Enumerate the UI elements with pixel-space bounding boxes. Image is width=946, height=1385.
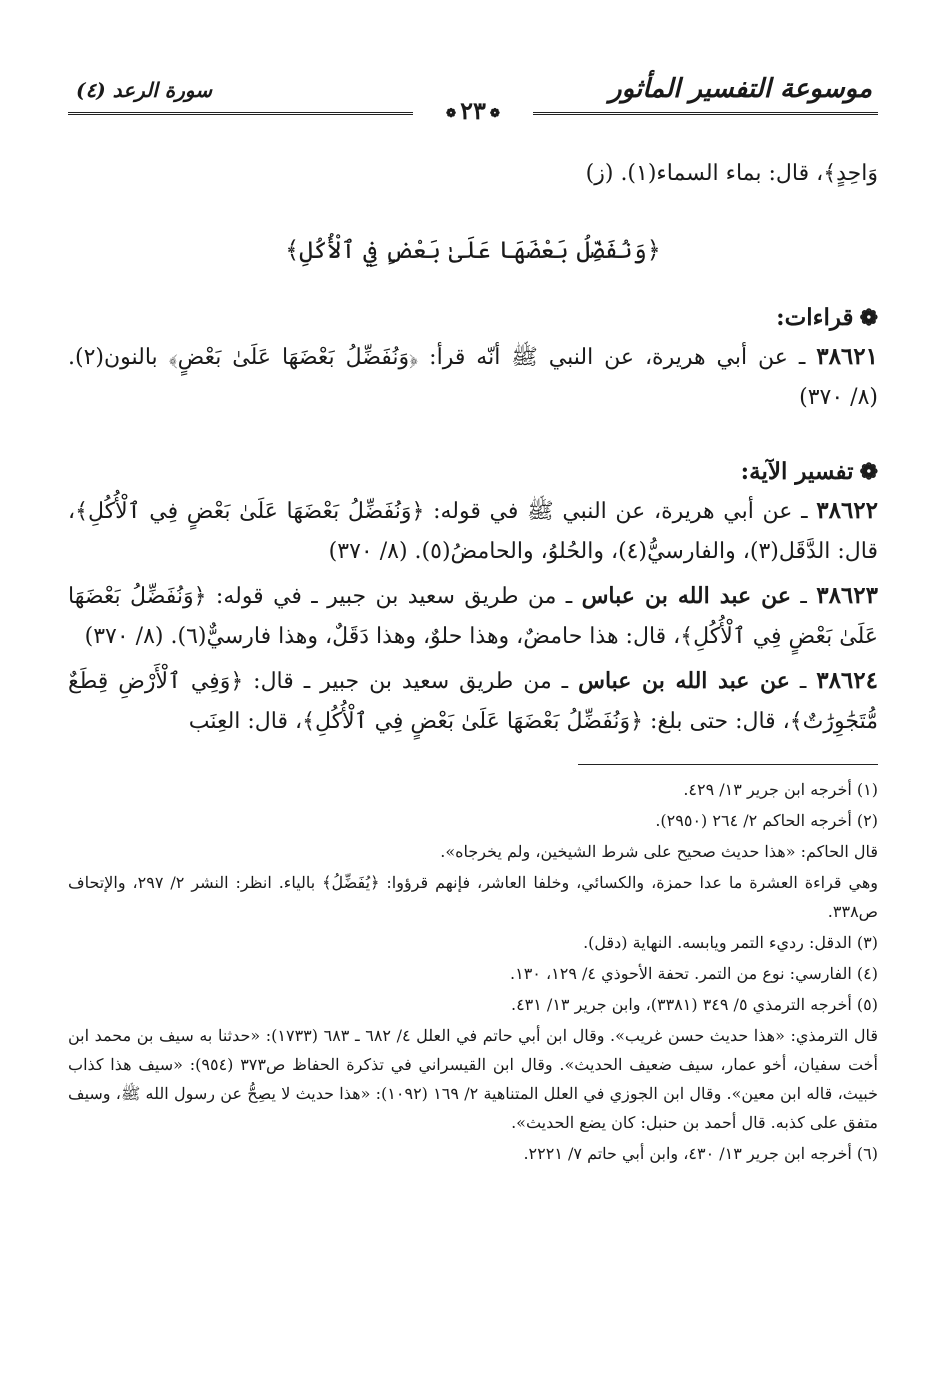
narrator-name: عن عبد الله بن عباس (578, 668, 790, 694)
page-number: ❁٢٣❁ (416, 96, 530, 125)
ornament-icon: ❁ (489, 105, 500, 120)
hadith-text: ـ عن أبي هريرة، عن النبي ﷺ في قوله: ﴿وَنُفَضِّلُ بَعْضَهَا عَلَىٰ بَعْضٍ فِي ٱلْأُكُلِ﴾، قال: الدَّقَل(٣)، والفارسيُّ(٤)، والحُلوُ، والحامضُ(٥). (68, 499, 878, 564)
volume-reference: (٨/ ٣٧٠) (799, 385, 878, 410)
footnote: قال الترمذي: «هذا حديث حسن غريب». وقال ابن أبي حاتم في العلل ٤/ ٦٨٢ ـ ٦٨٣ (١٧٣٣): «حدثنا به سيف بن محمد ابن أخت سفيان، أخو عمار، سيف ضعيف الحديث». وقال ابن القيسراني في تذكرة الحفاظ ص٣٧٣ (٩٥٤): «سيف هذا كذاب خبيث، قاله ابن معين». وقال ابن الجوزي في العلل المتناهية ٢/ ١٦٩ (١٠٩٢): «هذا حديث لا يصِحُّ عن رسول الله ﷺ، وسيف متفق على كذبه. قال أحمد بن حنبل: كان يضع الحديث». (68, 1026, 879, 1132)
footnote: (٣) الدقل: رديء التمر ويابسه. النهاية (دقل). (583, 933, 878, 952)
flower-ornament-icon: ❁ (859, 459, 878, 485)
surah-name: سورة الرعد (٤) (76, 78, 212, 102)
ornament-icon: ❁ (446, 105, 457, 120)
hadith-38624: ٣٨٦٢٤ ـ عن عبد الله بن عباس ـ من طريق سعيد بن جبير ـ قال: ﴿وَفِي ٱلْأَرْضِ قِطَعٌ مُّتَجَٰوِرَٰتٌ﴾، قال: حتى بلغ: ﴿وَنُفَضِّلُ بَعْضَهَا عَلَىٰ بَعْضٍ فِي ٱلْأُكُلِ﴾، قال: العِنَب (68, 667, 878, 734)
footnote: قال الحاكم: «هذا حديث صحيح على شرط الشيخين، ولم يخرجاه». (440, 842, 878, 861)
footnotes (68, 775, 878, 1168)
volume-reference: (٨/ ٣٧٠) (84, 624, 164, 649)
header-rule-left (68, 112, 413, 115)
volume-reference: (٨/ ٣٧٠) (328, 539, 408, 564)
flower-ornament-icon: ❁ (859, 305, 878, 331)
footnote-separator (578, 764, 878, 765)
footnote: وهي قراءة العشرة ما عدا حمزة، والكسائي، وخلفا العاشر، فإنهم قرؤوا: ﴿يُفَضِّلُ﴾ بالياء. انظر: النشر ٢/ ٢٩٧، والإتحاف ص٣٣٨. (68, 873, 878, 921)
book-title: موسوعة التفسير المأثور (609, 74, 872, 104)
footnote: (١) أخرجه ابن جرير ١٣/ ٤٢٩. (683, 780, 878, 799)
running-header (68, 60, 878, 124)
hadith-number: ٣٨٦٢٢ (816, 497, 879, 524)
tafsir-heading: ❁تفسير الآية: (740, 458, 878, 485)
footnote: (٦) أخرجه ابن جرير ١٣/ ٤٣٠، وابن أبي حاتم ٧/ ٢٢٢١. (523, 1144, 878, 1163)
hadith-38621 (68, 337, 878, 418)
qiraat-heading: ❁قراءات: (776, 304, 878, 331)
footnote: (٢) أخرجه الحاكم ٢/ ٢٦٤ (٢٩٥٠). (655, 811, 878, 830)
continuation-text: وَاحِدٍ﴾، قال: بماء السماء(١). (ز) (585, 161, 878, 186)
narrator-name: عن عبد الله بن عباس (581, 583, 792, 609)
page (68, 60, 878, 1345)
hadith-38622 (68, 491, 878, 572)
hadith-text: ـ من طريق سعيد بن جبير ـ في قوله: ﴿وَنُفَضِّلُ بَعْضَهَا عَلَىٰ بَعْضٍ فِي ٱلْأُكُلِ﴾، قال: هذا حامضٌ، وهذا حلوٌ، وهذا دَقَلٌ، وهذا فارسيٌّ(٦). (68, 584, 878, 649)
ayah-heading: ﴿وَنُفَضِّلُ بَعْضَهَا عَلَىٰ بَعْضٍ فِي ٱلْأُكُلِ﴾ (285, 236, 661, 264)
hadith-text: ـ عن أبي هريرة، عن النبي ﷺ أنّه قرأ: ﴿وَنُفَضِّلُ بَعْضَهَا عَلَىٰ بَعْضٍ﴾ بالنون(٢). (68, 345, 806, 370)
hadith-number: ٣٨٦٢٣ (816, 582, 878, 609)
footnote: (٤) الفارسي: نوع من التمر. تحفة الأحوذي ٤/ ١٢٩، ١٣٠. (510, 964, 878, 983)
footnote: (٥) أخرجه الترمذي ٥/ ٣٤٩ (٣٣٨١)، وابن جرير ١٣/ ٤٣١. (510, 995, 878, 1014)
hadith-text: ـ من طريق سعيد بن جبير ـ قال: ﴿وَفِي ٱلْأَرْضِ قِطَعٌ مُّتَجَٰوِرَٰتٌ﴾، قال: حتى بلغ: ﴿وَنُفَضِّلُ بَعْضَهَا عَلَىٰ بَعْضٍ فِي ٱلْأُكُلِ﴾، قال: العِنَب (68, 669, 878, 734)
hadith-number: ٣٨٦٢١ (816, 343, 878, 370)
hadith-38623: ٣٨٦٢٣ ـ عن عبد الله بن عباس ـ من طريق سعيد بن جبير ـ في قوله: ﴿وَنُفَضِّلُ بَعْضَهَا عَلَىٰ بَعْضٍ فِي ٱلْأُكُلِ﴾، قال: هذا حامضٌ، وهذا حلوٌ، وهذا دَقَلٌ، وهذا فارسيٌّ(٦). (٨/ ٣٧٠) (68, 582, 878, 649)
header-rule-right (533, 112, 878, 115)
hadith-number: ٣٨٦٢٤ (816, 667, 878, 694)
